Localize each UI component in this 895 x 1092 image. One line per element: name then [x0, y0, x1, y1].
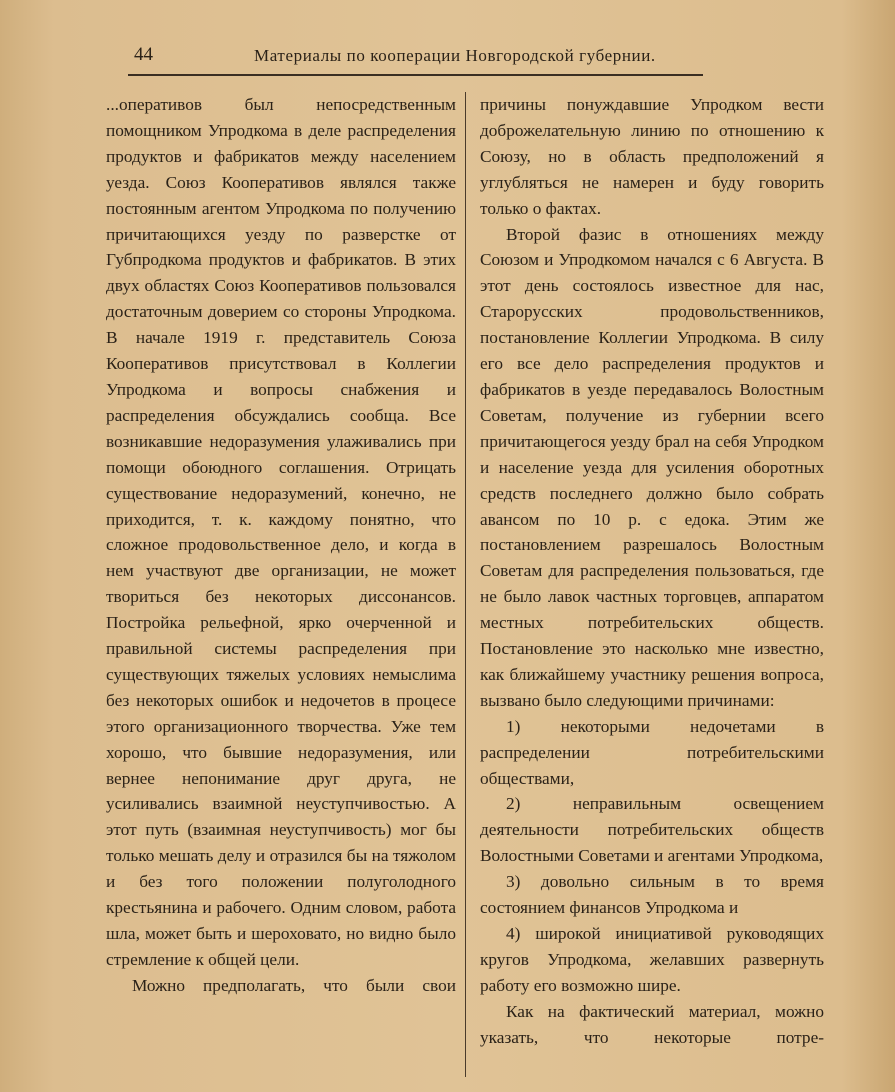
- paragraph: Второй фазис в отношениях между Союзом и Упродкомом начался с 6 Августа. В этот день состоялось известное для нас, Старорусских продовольственников, постановление Коллегии Упродкома. В силу его все дело распределения продуктов и фабрикатов в уезде передавалось Волостным Советам, получение из губернии всего причитающегося уезду брал на себя Упродком и население уезда для усиления оборотных средств последнего должно было собрать авансом по 10 р. с едока. Этим же постановлением разрешалось Волостным Советам для распределения пользоваться, где не было лавок частных торговцев, аппаратом местных потребительских обществ. Постановление это насколько мне известно, как ближайшему участнику решения вопроса, вызвано было следующими причинами:: [480, 224, 824, 710]
- right-column: [480, 92, 824, 1051]
- column-divider: [465, 92, 466, 1077]
- running-title: Материалы по кооперации Новгородской губернии.: [254, 46, 656, 65]
- list-item: 4) широкой инициативой руководящих кругов Упродкома, желавших развернуть работу его возможно шире.: [480, 924, 824, 995]
- paragraph: Как на фактический материал, можно указать, что некоторые потре-: [480, 1001, 824, 1047]
- list-item: 3) довольно сильным в то время состоянием финансов Упродкома и: [480, 872, 824, 918]
- left-column: [106, 92, 456, 999]
- paragraph: причины понуждавшие Упродком вести доброжелательную линию по отношению к Союзу, но в область предположений я углубляться не намерен и буду говорить только о фактах.: [480, 95, 824, 218]
- page-number: 44: [134, 44, 153, 65]
- list-item: 1) некоторыми недочетами в распределении потребительскими обществами,: [480, 716, 824, 788]
- page-header: [128, 42, 703, 76]
- paragraph: Можно предполагать, что были свои: [132, 975, 456, 995]
- list-item: 2) неправильным освещением деятельности потребительских обществ Волостными Советами и агентами Упродкома,: [480, 794, 824, 866]
- paragraph: ...оперативов был непосредственным помощником Упродкома в деле распределения продуктов и фабрикатов между населением уезда. Союз Кооперативов являлся также постоянным агентом Упродкома по получению причитающихся уезду по разверстке от Губпродкома продуктов и фабрикатов. В этих двух областях Союз Кооперативов пользовался достаточным доверием со стороны Упродкома. В начале 1919 г. представитель Союза Кооперативов присутствовал в Коллегии Упродкома и вопросы снабжения и распределения обсуждались сообща. Все возникавшие недоразумения улаживались при помощи обоюдного соглашения. Отрицать существование недоразумений, конечно, не приходится, т. к. каждому понятно, что сложное продовольственное дело, и когда в нем участвуют две организации, не может твориться без некоторых диссонансов. Постройка рельефной, ярко очерченной и правильной системы распределения при существующих тяжелых условиях немыслима без некоторых ошибок и недочетов в процесе этого организационного творчества. Уже тем хорошо, что бывшие недоразумения, или вернее непонимание друг друга, не усиливались взаимной неуступчивостью. А этот путь (взаимная неуступчивость) мог бы только мешать делу и отразился бы на тяжолом и без того положении полуголодного крестьянина и рабочего. Одним словом, работа шла, может быть и шероховато, но видно было стремление к общей цели.: [106, 95, 456, 969]
